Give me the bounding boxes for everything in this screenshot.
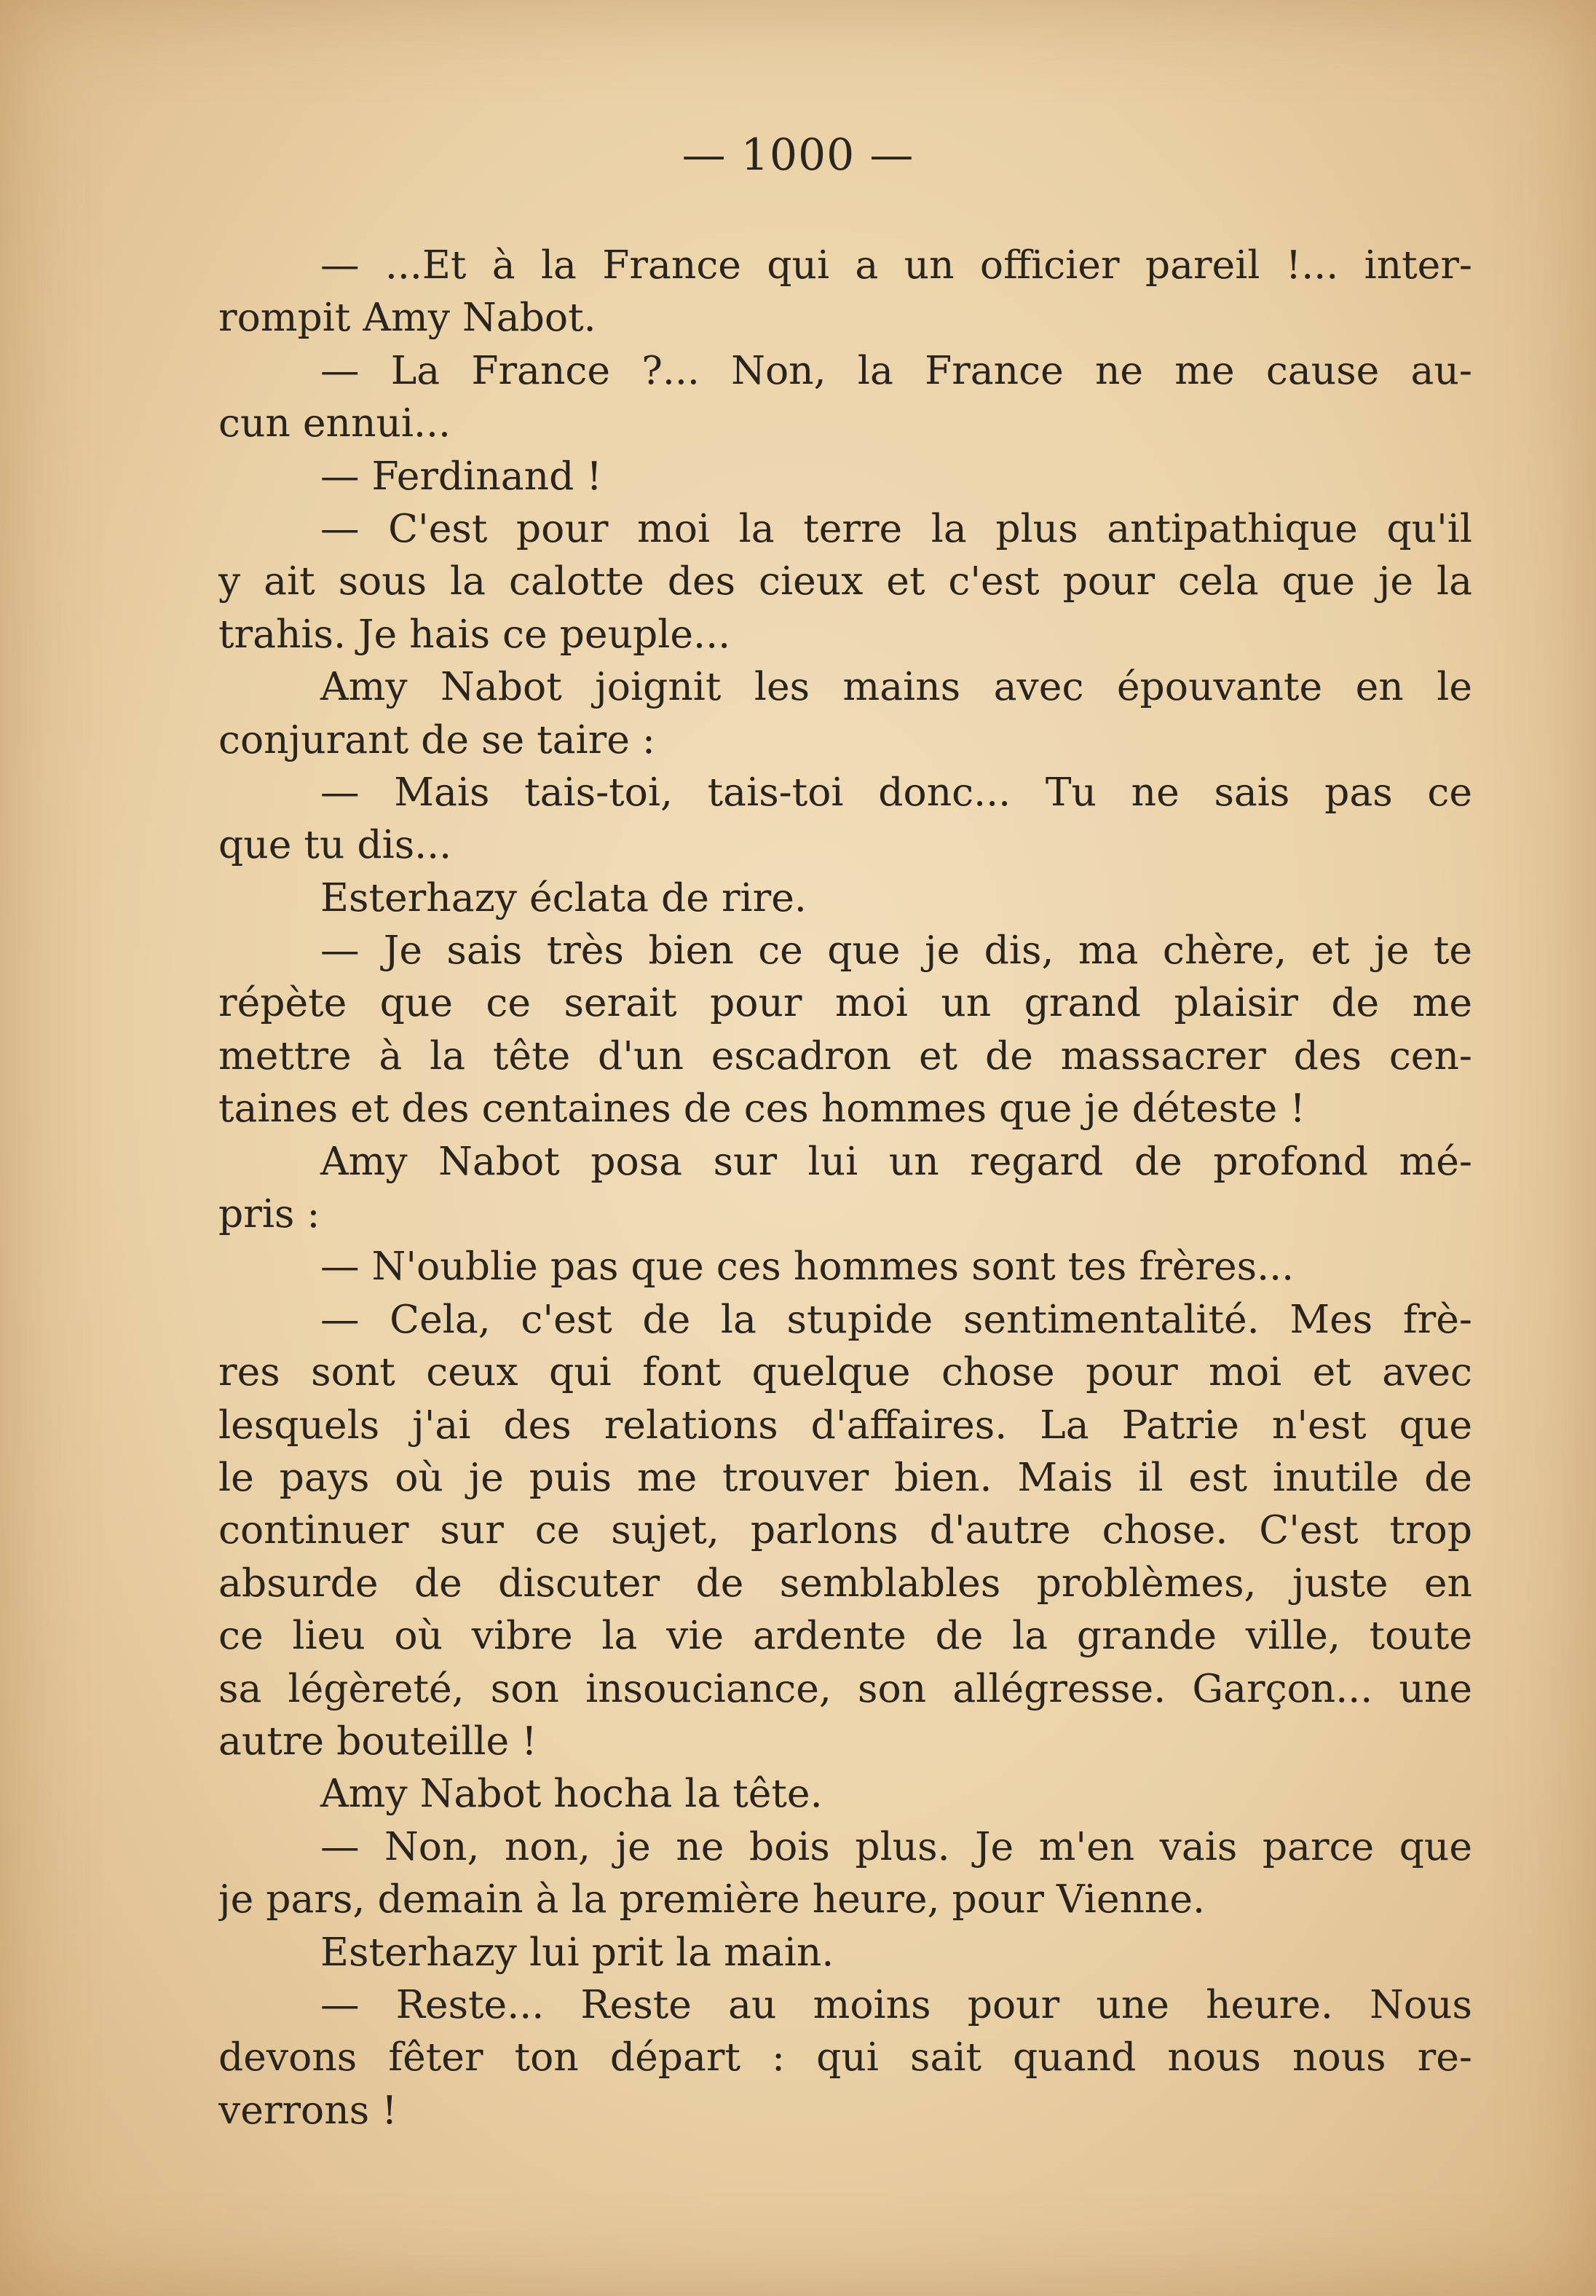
text-line: — Mais tais-toi, tais-toi donc... Tu ne sais pas ce (320, 768, 1472, 815)
text-line: mettre à la tête d'un escadron et de massacrer des cen- (218, 1032, 1472, 1078)
text-line: Amy Nabot hocha la tête. (320, 1770, 823, 1817)
text-line: taines et des centaines de ces hommes que je déteste ! (218, 1085, 1305, 1132)
text-line: verrons ! (218, 2086, 398, 2133)
page-number: — 1000 — (682, 130, 914, 181)
text-line: — Cela, c'est de la stupide sentimentalité. Mes frè- (320, 1295, 1472, 1342)
text-line: je pars, demain à la première heure, pour Vienne. (218, 1876, 1206, 1922)
text-line: — Je sais très bien ce que je dis, ma chère, et je te (320, 927, 1472, 974)
text-line: absurde de discuter de semblables problèmes, juste en (218, 1559, 1472, 1606)
text-line: y ait sous la calotte des cieux et c'est pour cela que je la (218, 558, 1472, 604)
text-line: que tu dis... (218, 821, 452, 868)
text-line: lesquels j'ai des relations d'affaires. La Patrie n'est que (218, 1401, 1472, 1448)
text-line: conjurant de se taire : (218, 716, 655, 762)
text-line: — C'est pour moi la terre la plus antipathique qu'il (320, 505, 1472, 551)
body-text (218, 239, 1472, 2137)
text-line: Amy Nabot posa sur lui un regard de profond mé- (320, 1137, 1472, 1184)
text-line: sa légèreté, son insouciance, son allégresse. Garçon... une (218, 1665, 1472, 1711)
text-line: — ...Et à la France qui a un officier pareil !... inter- (320, 242, 1472, 288)
text-line: ce lieu où vibre la vie ardente de la grande ville, toute (218, 1612, 1472, 1659)
text-line: Esterhazy éclata de rire. (320, 874, 807, 920)
text-line: — La France ?... Non, la France ne me cause au- (320, 347, 1472, 393)
text-line: Amy Nabot joignit les mains avec épouvante en le (320, 663, 1472, 710)
text-line: continuer sur ce sujet, parlons d'autre chose. C'est trop (218, 1507, 1472, 1553)
text-line: trahis. Je hais ce peuple... (218, 610, 731, 657)
text-line: Esterhazy lui prit la main. (320, 1928, 834, 1975)
text-line: pris : (218, 1191, 320, 1237)
text-line: res sont ceux qui font quelque chose pour moi et avec (218, 1349, 1472, 1395)
text-line: autre bouteille ! (218, 1717, 537, 1764)
text-line: devons fêter ton départ : qui sait quand nous nous re- (218, 2034, 1472, 2080)
text-line: — Ferdinand ! (320, 452, 602, 499)
text-line: cun ennui... (218, 400, 451, 446)
text-line: — Non, non, je ne bois plus. Je m'en vais parce que (320, 1823, 1472, 1869)
text-line: — Reste... Reste au moins pour une heure. Nous (320, 1981, 1472, 2027)
text-line: rompit Amy Nabot. (218, 294, 596, 341)
text-line: le pays où je puis me trouver bien. Mais il est inutile de (218, 1453, 1472, 1500)
text-line: répète que ce serait pour moi un grand plaisir de me (218, 979, 1472, 1026)
text-line: — N'oublie pas que ces hommes sont tes frères... (320, 1243, 1295, 1290)
